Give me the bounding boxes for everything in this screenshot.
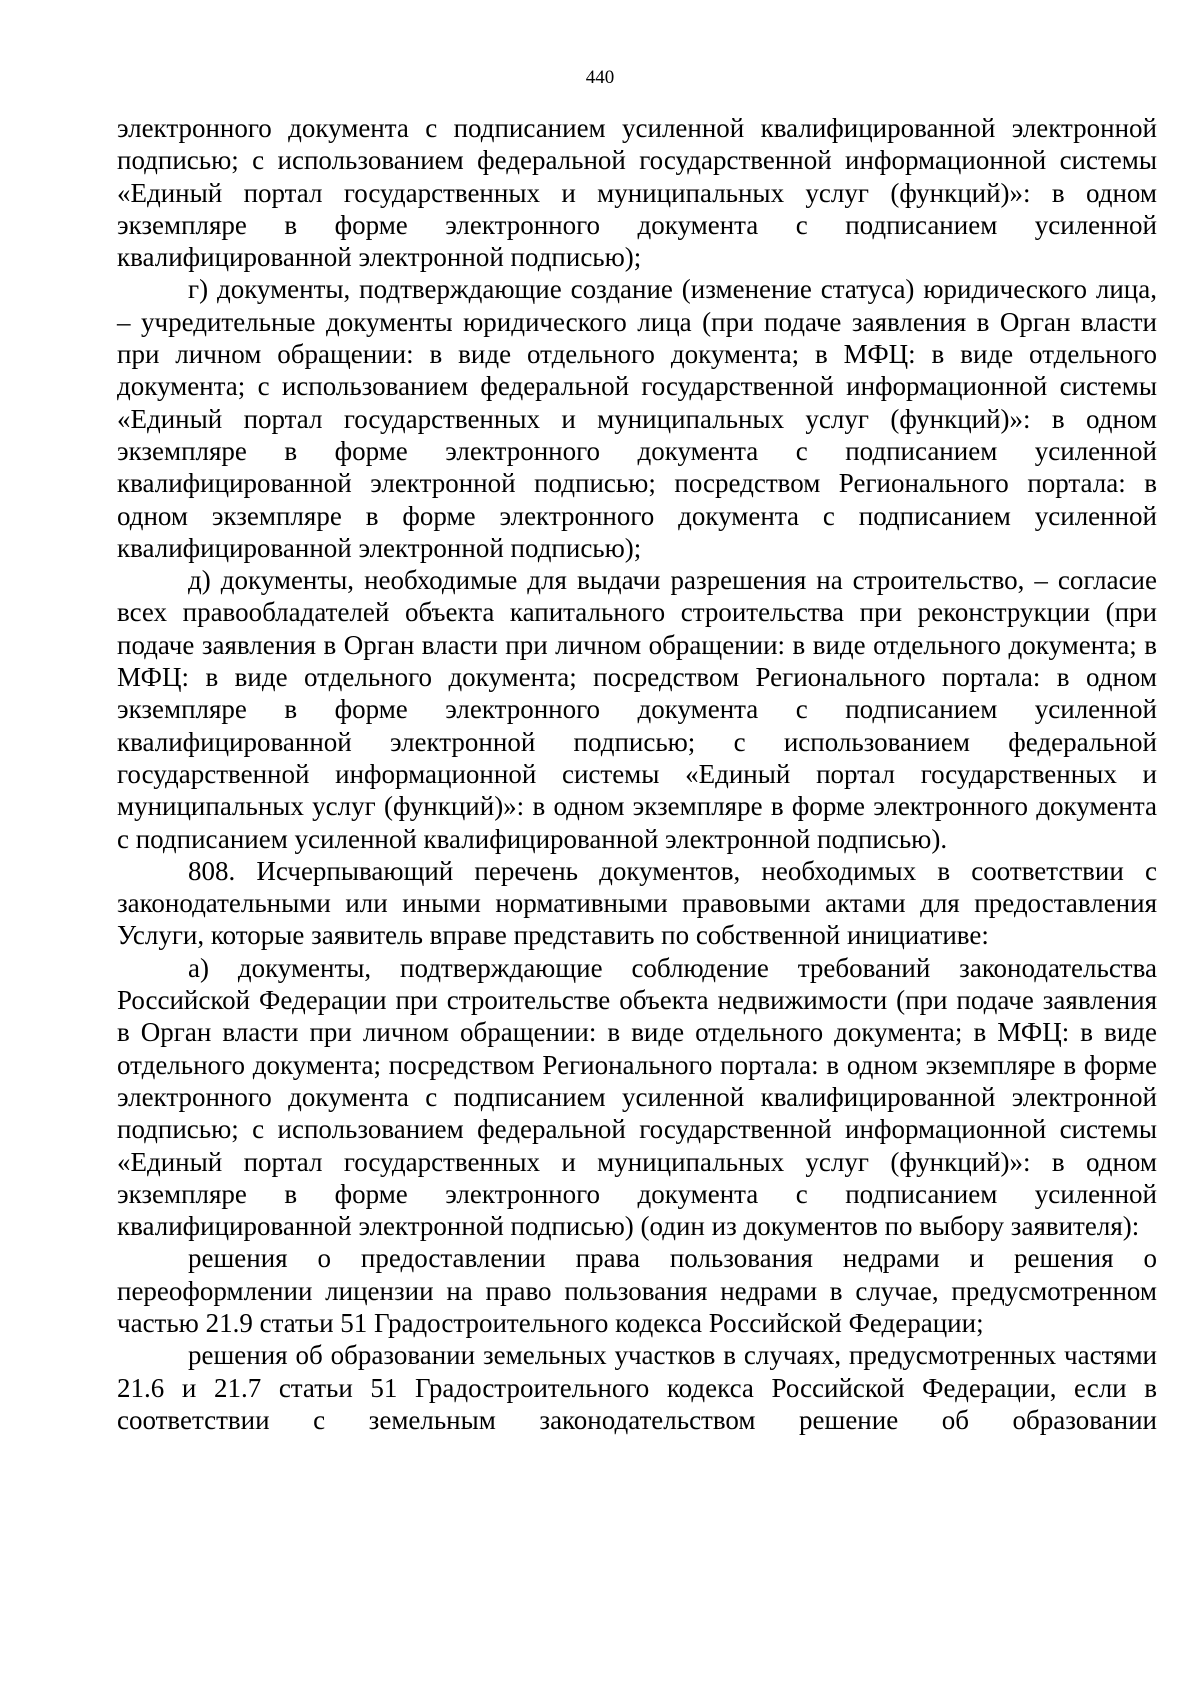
- paragraph-item-g: г) документы, подтверждающие создание (изменение статуса) юридического лица, – учредительные документы юридического лица (при подаче заявления в Орган власти при личном обращении: в виде отдельного документа; в МФЦ: в виде отдельного документа; с использованием федеральной государственной информационной системы «Единый портал государственных и муниципальных услуг (функций)»: в одном экземпляре в форме электронного документа с подписанием усиленной квалифицированной электронной подписью; посредством Регионального портала: в одном экземпляре в форме электронного документа с подписанием усиленной квалифицированной электронной подписью);: [117, 274, 1157, 563]
- paragraph-808: 808. Исчерпывающий перечень документов, необходимых в соответствии с законодательными или иными нормативными правовыми актами для предоставления Услуги, которые заявитель вправе представить по собственной инициативе:: [117, 855, 1157, 951]
- page-number: 440: [585, 67, 615, 88]
- paragraph-continuation: электронного документа с подписанием усиленной квалифицированной электронной подписью; с использованием федеральной государственной информационной системы «Единый портал государственных и муниципальных услуг (функций)»: в одном экземпляре в форме электронного документа с подписанием усиленной квалифицированной электронной подписью);: [117, 113, 1157, 273]
- paragraph-item-d: д) документы, необходимые для выдачи разрешения на строительство, – согласие всех правообладателей объекта капитального строительства при реконструкции (при подаче заявления в Орган власти при личном обращении: в виде отдельного документа; в МФЦ: в виде отдельного документа; посредством Регионального портала: в одном экземпляре в форме электронного документа с подписанием усиленной квалифицированной электронной подписью; с использованием федеральной государственной информационной системы «Единый портал государственных и муниципальных услуг (функций)»: в одном экземпляре в форме электронного документа с подписанием усиленной квалифицированной электронной подписью).: [117, 565, 1157, 854]
- paragraph-land-plot-decision: решения об образовании земельных участков в случаях, предусмотренных частями 21.6 и 21.7 статьи 51 Градостроительного кодекса Российской Федерации, если в соответствии с земельным законодательством решение об образовании: [117, 1340, 1157, 1435]
- document-body: [117, 112, 1157, 1436]
- paragraph-item-a: а) документы, подтверждающие соблюдение требований законодательства Российской Федерации при строительстве объекта недвижимости (при подаче заявления в Орган власти при личном обращении: в виде отдельного документа; в МФЦ: в виде отдельного документа; посредством Регионального портала: в одном экземпляре в форме электронного документа с подписанием усиленной квалифицированной электронной подписью; с использованием федеральной государственной информационной системы «Единый портал государственных и муниципальных услуг (функций)»: в одном экземпляре в форме электронного документа с подписанием усиленной квалифицированной электронной подписью) (один из документов по выбору заявителя):: [117, 952, 1157, 1242]
- paragraph-subsoil-decision: решения о предоставлении права пользования недрами и решения о переоформлении лицензии на право пользования недрами в случае, предусмотренном частью 21.9 статьи 51 Градостроительного кодекса Российской Федерации;: [117, 1243, 1157, 1338]
